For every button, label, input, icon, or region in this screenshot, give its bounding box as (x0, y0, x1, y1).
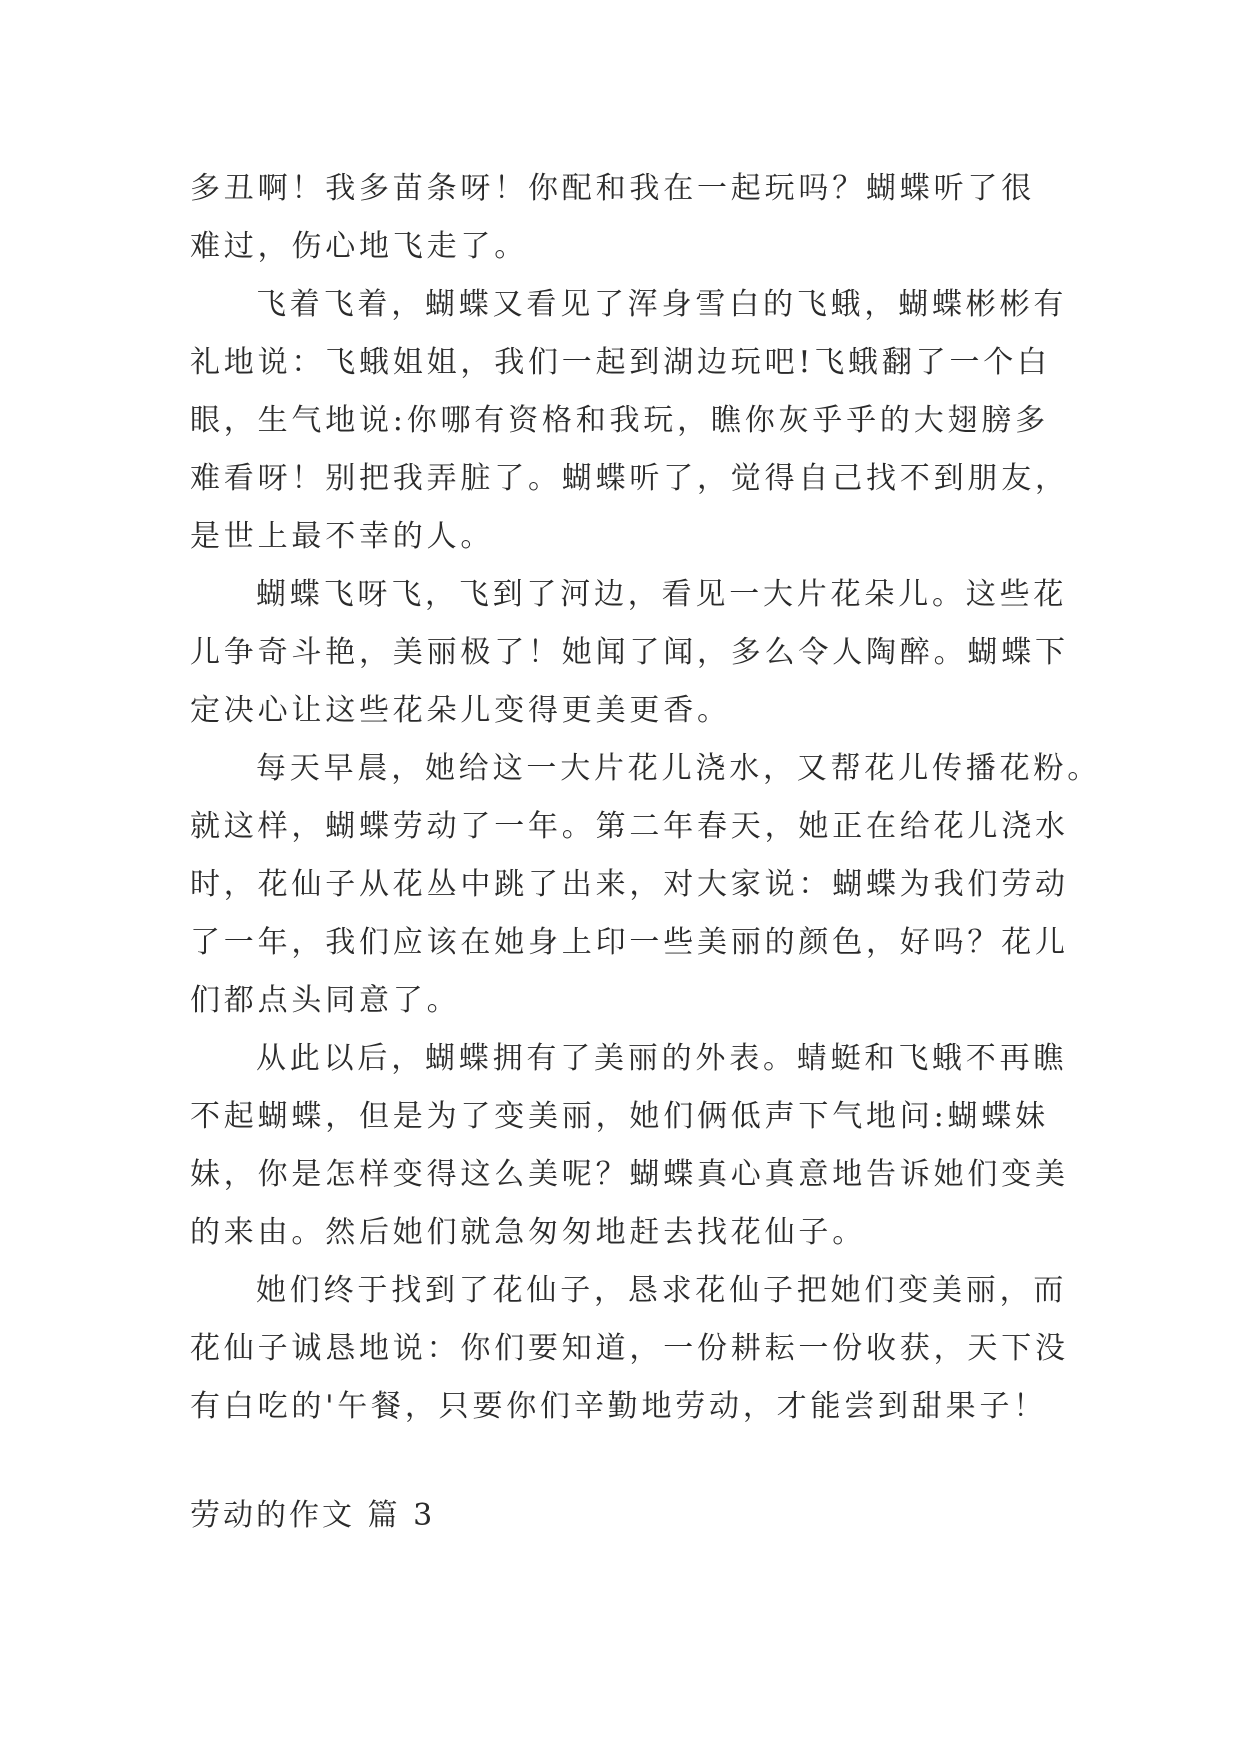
text-line: 不起蝴蝶，但是为了变美丽，她们俩低声下气地问:蝴蝶妹 (190, 1099, 1049, 1134)
paragraph-start-line: 每天早晨，她给这一大片花儿浇水，又帮花儿传播花粉。 (256, 751, 1101, 786)
text-line: 难看呀！别把我弄脏了。蝴蝶听了，觉得自己找不到朋友， (190, 461, 1069, 496)
text-line: 了一年，我们应该在她身上印一些美丽的颜色，好吗？花儿 (190, 925, 1069, 960)
text-line: 儿争奇斗艳，美丽极了！她闻了闻，多么令人陶醉。蝴蝶下 (190, 635, 1069, 670)
essay-body (190, 160, 1101, 1436)
text-line: 眼，生气地说:你哪有资格和我玩，瞧你灰乎乎的大翅膀多 (190, 403, 1049, 438)
text-line: 就这样，蝴蝶劳动了一年。第二年春天，她正在给花儿浇水 (190, 809, 1069, 844)
text-line: 礼地说：飞蛾姐姐，我们一起到湖边玩吧!飞蛾翻了一个白 (190, 345, 1051, 380)
text-line: 多丑啊！我多苗条呀！你配和我在一起玩吗？蝴蝶听了很 (190, 171, 1035, 206)
text-line: 的来由。然后她们就急匆匆地赶去找花仙子。 (190, 1215, 866, 1250)
text-line: 难过，伤心地飞走了。 (190, 229, 528, 264)
text-line: 花仙子诚恳地说：你们要知道，一份耕耘一份收获，天下没 (190, 1331, 1069, 1366)
paragraph-start-line: 她们终于找到了花仙子，恳求花仙子把她们变美丽，而 (256, 1273, 1068, 1308)
paragraph-start-line: 从此以后，蝴蝶拥有了美丽的外表。蜻蜓和飞蛾不再瞧 (256, 1041, 1068, 1076)
paragraph-start-line: 蝴蝶飞呀飞，飞到了河边，看见一大片花朵儿。这些花 (256, 577, 1068, 612)
text-line: 时，花仙子从花丛中跳了出来，对大家说：蝴蝶为我们劳动 (190, 867, 1069, 902)
text-line: 们都点头同意了。 (190, 983, 461, 1018)
text-line: 有白吃的'午餐，只要你们辛勤地劳动，才能尝到甜果子！ (190, 1389, 1048, 1424)
paragraph-start-line: 飞着飞着，蝴蝶又看见了浑身雪白的飞蛾，蝴蝶彬彬有 (256, 287, 1068, 322)
section-heading: 劳动的作文 篇 3 (190, 1498, 436, 1533)
text-line: 定决心让这些花朵儿变得更美更香。 (190, 693, 731, 728)
text-line: 是世上最不幸的人。 (190, 519, 495, 554)
text-line: 妹，你是怎样变得这么美呢？蝴蝶真心真意地告诉她们变美 (190, 1157, 1069, 1192)
